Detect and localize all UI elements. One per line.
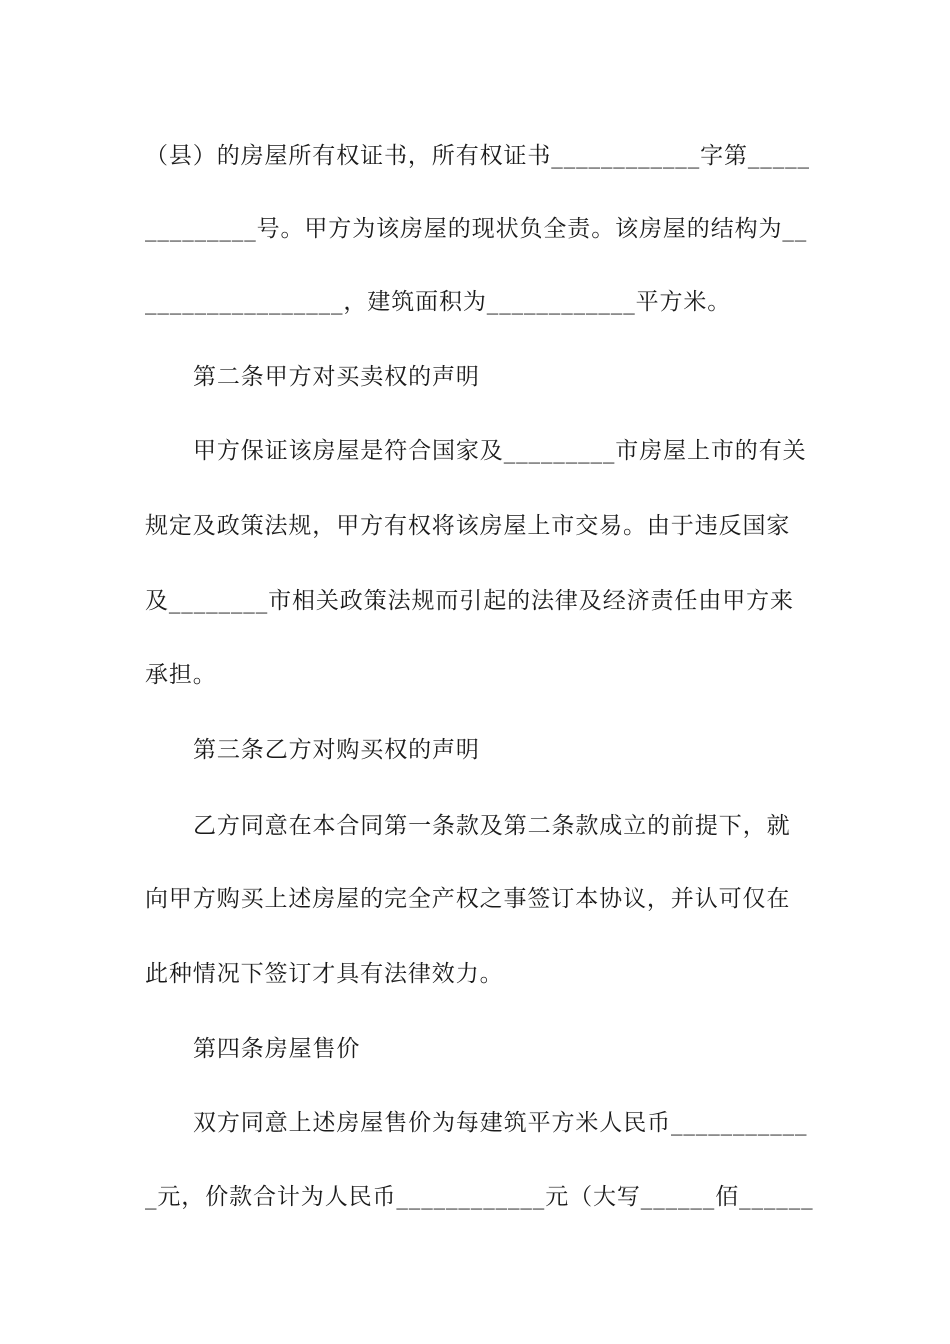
text-line-6: 规定及政策法规，甲方有权将该房屋上市交易。由于违反国家 (145, 513, 791, 539)
text-line-2: _________号。甲方为该房屋的现状负全责。该房屋的结构为__ (145, 216, 808, 242)
text-line-3: ________________，建筑面积为____________平方米。 (145, 289, 732, 315)
text-line-1: （县）的房屋所有权证书，所有权证书____________字第_____ (145, 143, 810, 169)
text-line-15: _元，价款合计为人民币____________元（大写______佰______ (145, 1184, 814, 1210)
section-heading-2: 第二条甲方对买卖权的声明 (193, 364, 480, 390)
text-line-7: 及________市相关政策法规而引起的法律及经济责任由甲方来 (145, 588, 794, 614)
text-line-5: 甲方保证该房屋是符合国家及_________市房屋上市的有关 (193, 438, 807, 464)
section-heading-4: 第四条房屋售价 (193, 1036, 361, 1062)
text-line-10: 乙方同意在本合同第一条款及第二条款成立的前提下，就 (193, 813, 791, 839)
section-heading-3: 第三条乙方对购买权的声明 (193, 737, 480, 763)
text-line-12: 此种情况下签订才具有法律效力。 (145, 961, 504, 987)
text-line-11: 向甲方购买上述房屋的完全产权之事签订本协议，并认可仅在 (145, 886, 791, 912)
text-line-14: 双方同意上述房屋售价为每建筑平方米人民币___________ (193, 1110, 808, 1136)
text-line-8: 承担。 (145, 662, 217, 688)
